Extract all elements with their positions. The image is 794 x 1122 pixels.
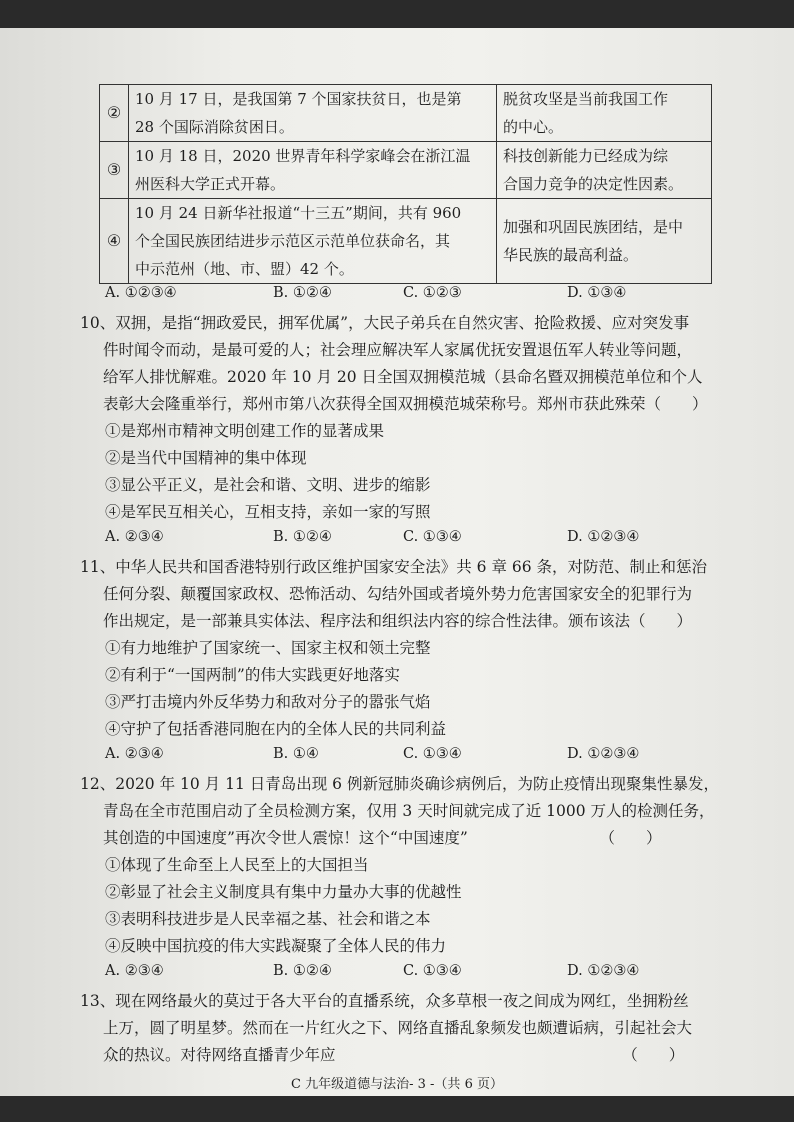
q11-statement: ①有力地维护了国家统一、国家主权和领土完整 bbox=[105, 639, 431, 657]
event-cell: 10 月 18 日，2020 世界青年科学家峰会在浙江温 州医科大学正式开幕。 bbox=[129, 142, 497, 199]
q10-statement: ③显公平正义，是社会和谐、文明、进步的缩影 bbox=[105, 476, 431, 494]
table-row bbox=[100, 199, 712, 284]
event-cell: 10 月 24 日新华社报道“十三五”期间，共有 960 个全国民族团结进步示范区示范单位获命名，其 中示范州（地、市、盟）42 个。 bbox=[129, 199, 497, 284]
q12-statement: ①体现了生命至上人民至上的大国担当 bbox=[105, 856, 369, 874]
q11-options bbox=[105, 746, 725, 768]
page-footer: C 九年级道德与法治- 3 -（共 6 页） bbox=[291, 1077, 503, 1092]
q11-statement: ③严打击境内外反华势力和敌对分子的嚣张气焰 bbox=[105, 693, 431, 711]
q9-options bbox=[105, 285, 725, 307]
option-c[interactable]: C. ①③④ bbox=[403, 529, 462, 545]
q10-options bbox=[105, 529, 725, 551]
q11-stem: 任何分裂、颠覆国家政权、恐怖活动、勾结外国或者境外势力危害国家安全的犯罪行为 bbox=[103, 585, 693, 603]
q10-stem: 表彰大会隆重举行，郑州市第八次获得全国双拥模范城荣称号。郑州市获此殊荣（ ） bbox=[103, 395, 708, 413]
q10-statement: ④是军民互相关心，互相支持，亲如一家的写照 bbox=[105, 503, 431, 521]
exam-page bbox=[0, 28, 794, 1096]
q13-stem: 上万，圆了明星梦。然而在一片红火之下、网络直播乱象频发也颇遭诟病，引起社会大 bbox=[103, 1019, 693, 1037]
option-d[interactable]: D. ①②③④ bbox=[567, 963, 640, 979]
table-row bbox=[100, 142, 712, 199]
option-a[interactable]: A. ②③④ bbox=[105, 529, 164, 545]
q12-stem: 其创造的中国速度”再次令世人震惊！这个“中国速度” （ ） bbox=[103, 829, 662, 847]
facts-table bbox=[99, 84, 712, 284]
q13-stem: 13、现在网络最火的莫过于各大平台的直播系统，众多草根一夜之间成为网红，坐拥粉丝 bbox=[80, 992, 689, 1010]
option-c[interactable]: C. ①③④ bbox=[403, 746, 462, 762]
option-a[interactable]: A. ②③④ bbox=[105, 963, 164, 979]
q12-statement: ③表明科技进步是人民幸福之基、社会和谐之本 bbox=[105, 910, 431, 928]
q11-statement: ②有利于“一国两制”的伟大实践更好地落实 bbox=[105, 666, 400, 684]
option-b[interactable]: B. ①④ bbox=[273, 746, 319, 762]
option-c[interactable]: C. ①③④ bbox=[403, 963, 462, 979]
q10-statement: ②是当代中国精神的集中体现 bbox=[105, 449, 307, 467]
row-number: ② bbox=[100, 85, 129, 142]
q11-stem: 11、中华人民共和国香港特别行政区维护国家安全法》共 6 章 66 条，对防范、制止和惩治 bbox=[80, 558, 708, 576]
q12-stem: 12、2020 年 10 月 11 日青岛出现 6 例新冠肺炎确诊病例后，为防止疫情出现聚集性暴发， bbox=[80, 775, 719, 793]
q10-stem: 给军人排忧解难。2020 年 10 月 20 日全国双拥模范城（县命名暨双拥模范单位和个人 bbox=[103, 368, 703, 386]
option-a[interactable]: A. ①②③④ bbox=[105, 285, 177, 301]
row-number: ③ bbox=[100, 142, 129, 199]
q10-stem: 件时闻令而动，是最可爱的人；社会理应解决军人家属优抚安置退伍军人转业等问题， bbox=[103, 341, 693, 359]
q10-stem: 10、双拥，是指“拥政爱民，拥军优属”，大民子弟兵在自然灾害、抢险救援、应对突发事 bbox=[80, 314, 690, 332]
q11-statement: ④守护了包括香港同胞在内的全体人民的共同利益 bbox=[105, 720, 447, 738]
event-cell: 10 月 17 日，是我国第 7 个国家扶贫日，也是第 28 个国际消除贫困日。 bbox=[129, 85, 497, 142]
option-b[interactable]: B. ①②④ bbox=[273, 529, 332, 545]
row-number: ④ bbox=[100, 199, 129, 284]
option-c[interactable]: C. ①②③ bbox=[403, 285, 462, 301]
q13-stem: 众的热议。对待网络直播青少年应 （ ） bbox=[103, 1046, 685, 1064]
option-d[interactable]: D. ①③④ bbox=[567, 285, 627, 301]
option-a[interactable]: A. ②③④ bbox=[105, 746, 164, 762]
q12-options bbox=[105, 963, 725, 985]
q12-statement: ④反映中国抗疫的伟大实践凝聚了全体人民的伟力 bbox=[105, 937, 447, 955]
table-row bbox=[100, 85, 712, 142]
option-d[interactable]: D. ①②③④ bbox=[567, 529, 640, 545]
option-d[interactable]: D. ①②③④ bbox=[567, 746, 640, 762]
q12-stem: 青岛在全市范围启动了全员检测方案，仅用 3 天时间就完成了近 1000 万人的检测任务， bbox=[103, 802, 715, 820]
option-b[interactable]: B. ①②④ bbox=[273, 963, 332, 979]
option-b[interactable]: B. ①②④ bbox=[273, 285, 332, 301]
conclusion-cell: 加强和巩固民族团结，是中 华民族的最高利益。 bbox=[497, 199, 712, 284]
q11-stem: 作出规定，是一部兼具实体法、程序法和组织法内容的综合性法律。颁布该法（ ） bbox=[103, 612, 693, 630]
q10-statement: ①是郑州市精神文明创建工作的显著成果 bbox=[105, 422, 385, 440]
conclusion-cell: 科技创新能力已经成为综 合国力竞争的决定性因素。 bbox=[497, 142, 712, 199]
q12-statement: ②彰显了社会主义制度具有集中力量办大事的优越性 bbox=[105, 883, 462, 901]
conclusion-cell: 脱贫攻坚是当前我国工作 的中心。 bbox=[497, 85, 712, 142]
